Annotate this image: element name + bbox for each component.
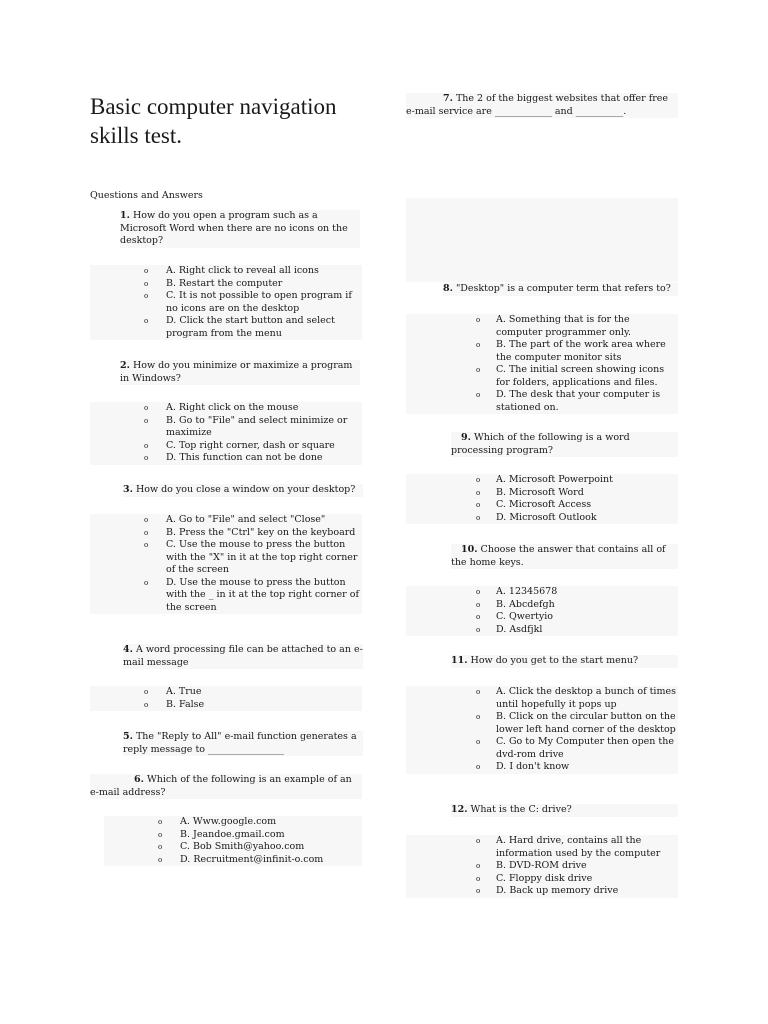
question-5	[123, 731, 363, 756]
list-item: o A. True	[144, 686, 202, 697]
bullet-icon: o	[476, 488, 481, 497]
list-item: o D. Microsoft Outlook	[476, 511, 597, 523]
list-item: o C. The initial screen showing icons for folders, applications and files.	[476, 364, 665, 388]
list-item: o B. The part of the work area where the computer monitor sits	[476, 339, 666, 363]
options-list	[406, 686, 678, 774]
question-9	[451, 432, 678, 457]
bullet-icon: o	[476, 613, 481, 621]
list-item: o D. This function can not be done	[144, 452, 323, 463]
question-3	[123, 484, 363, 497]
bullet-icon: o	[476, 688, 481, 696]
question-number: 6.	[134, 774, 144, 785]
bullet-icon: o	[476, 862, 481, 870]
bullet-icon: o	[476, 391, 481, 399]
bullet-icon: o	[476, 713, 481, 721]
list-item: o D. I don't know	[476, 761, 570, 772]
list-item: o B. Go to "File" and select minimize or maximize	[144, 414, 348, 438]
bullet-icon: o	[144, 317, 149, 325]
list-item: o A. Go to "File" and select "Close"	[144, 514, 326, 525]
options-list	[406, 314, 678, 414]
list-item: o A. Www.google.com	[158, 816, 277, 827]
bullet-icon: o	[476, 513, 481, 522]
bullet-icon: o	[476, 476, 481, 484]
section-subtitle: Questions and Answers	[90, 190, 203, 201]
list-item: o A. Click the desktop a bunch of times until hopefully it pops up	[476, 686, 676, 710]
bullet-icon: o	[144, 528, 149, 537]
page-title: Basic computer navigation skills test.	[90, 94, 337, 148]
list-item: o C. Floppy disk drive	[476, 872, 593, 884]
options-list	[90, 265, 362, 340]
bullet-icon: o	[476, 763, 481, 771]
question-11	[451, 655, 678, 668]
question-12	[451, 804, 678, 817]
bullet-icon: o	[158, 818, 163, 826]
bullet-icon: o	[144, 541, 149, 549]
list-item: o D. Click the start button and select program from the menu	[144, 315, 335, 339]
options-list	[406, 586, 678, 636]
bullet-icon: o	[476, 316, 481, 324]
question-text: Which of the following is an example of an e-mail address?	[90, 774, 352, 798]
question-text: Which of the following is a word processing program?	[451, 432, 630, 456]
list-item: o B. DVD-ROM drive	[476, 860, 587, 871]
bullet-icon: o	[158, 843, 163, 851]
bullet-icon: o	[158, 830, 163, 839]
bullet-icon: o	[476, 837, 481, 845]
bullet-icon: o	[144, 441, 149, 450]
list-item: o D. Asdfjkl	[476, 623, 543, 635]
options-list	[406, 474, 678, 524]
options-list	[406, 835, 678, 898]
question-text: How do you open a program such as a Microsoft Word when there are no icons on the desktop?	[120, 210, 348, 246]
bullet-icon: o	[476, 887, 481, 895]
question-number: 8.	[443, 283, 453, 294]
question-2	[120, 360, 360, 385]
question-7	[406, 93, 678, 118]
question-number: 9.	[461, 432, 471, 443]
question-number: 5.	[123, 731, 133, 742]
list-item: o A. Right click on the mouse	[144, 402, 299, 413]
list-item: o B. Press the "Ctrl" key on the keyboard	[144, 526, 356, 538]
bullet-icon: o	[476, 501, 481, 509]
bullet-icon: o	[144, 416, 149, 425]
bullet-icon: o	[144, 578, 149, 587]
bullet-icon: o	[476, 625, 481, 634]
bullet-icon: o	[144, 292, 149, 300]
bullet-icon: o	[144, 279, 149, 288]
list-item: o C. Qwertyio	[476, 611, 553, 622]
question-text: How do you minimize or maximize a program in Windows?	[120, 360, 353, 384]
question-number: 12.	[451, 804, 468, 815]
question-number: 3.	[123, 484, 133, 495]
question-number: 11.	[451, 655, 468, 666]
list-item: o B. Abcdefgh	[476, 598, 555, 610]
bullet-icon: o	[144, 267, 149, 275]
options-list	[90, 402, 362, 465]
question-number: 2.	[120, 360, 130, 371]
list-item: o C. It is not possible to open program if no icons are on the desktop	[144, 290, 352, 314]
list-item: o B. Restart the computer	[144, 277, 283, 289]
options-list	[90, 686, 362, 711]
bullet-icon: o	[144, 700, 149, 709]
question-text: A word processing file can be attached to an e-mail message	[123, 644, 363, 668]
bullet-icon: o	[476, 341, 481, 349]
question-text: The 2 of the biggest websites that offer free e-mail service are ____________ and __________.	[406, 93, 669, 117]
question-text: The "Reply to All" e-mail function generates a reply message to ________________	[123, 731, 357, 755]
bullet-icon: o	[144, 688, 149, 696]
list-item: o C. Use the mouse to press the button with the "X" in it at the top right corner of the screen	[144, 539, 358, 575]
question-text: "Desktop" is a computer term that refers to?	[452, 283, 671, 294]
question-8	[443, 283, 678, 296]
bullet-icon: o	[476, 738, 481, 746]
question-1	[120, 210, 360, 248]
list-item: o B. Click on the circular button on the lower left hand corner of the desktop	[476, 711, 676, 735]
question-number: 7.	[443, 93, 453, 104]
list-item: o C. Top right corner, dash or square	[144, 439, 335, 451]
list-item: o B. Microsoft Word	[476, 486, 584, 498]
question-number: 4.	[123, 644, 133, 655]
question-number: 1.	[120, 210, 130, 221]
question-text: How do you get to the start menu?	[467, 655, 639, 666]
question-text: How do you close a window on your desktop?	[132, 484, 356, 495]
bullet-icon: o	[144, 404, 149, 412]
list-item: o A. Hard drive, contains all the information used by the computer	[476, 835, 661, 859]
list-item: o D. Use the mouse to press the button with the _ in it at the top right corner of the screen	[144, 576, 359, 613]
options-list	[104, 816, 362, 866]
bullet-icon: o	[158, 855, 163, 864]
bullet-icon: o	[144, 454, 149, 462]
list-item: o C. Microsoft Access	[476, 499, 592, 510]
options-list	[90, 514, 362, 614]
list-item: o B. Jeandoe.gmail.com	[158, 828, 285, 840]
bullet-icon: o	[476, 874, 481, 883]
bullet-icon: o	[476, 366, 481, 374]
list-item: o A. Microsoft Powerpoint	[476, 474, 613, 485]
answer-space	[406, 198, 678, 282]
question-6	[90, 774, 362, 799]
question-text: Choose the answer that contains all of the home keys.	[451, 544, 666, 568]
list-item: o C. Go to My Computer then open the dvd-rom drive	[476, 736, 674, 760]
question-number: 10.	[461, 544, 478, 555]
list-item: o A. 12345678	[476, 586, 558, 597]
list-item: o D. The desk that your computer is stationed on.	[476, 389, 661, 413]
list-item: o D. Recruitment@infinit-o.com	[158, 853, 324, 865]
bullet-icon: o	[144, 516, 149, 524]
list-item: o C. Bob Smith@yahoo.com	[158, 841, 305, 852]
bullet-icon: o	[476, 600, 481, 609]
question-10	[451, 544, 678, 569]
list-item: o A. Something that is for the computer programmer only.	[476, 314, 632, 338]
list-item: o A. Right click to reveal all icons	[144, 265, 319, 276]
list-item: o B. False	[144, 698, 205, 710]
bullet-icon: o	[476, 588, 481, 596]
list-item: o D. Back up memory drive	[476, 885, 619, 896]
question-text: What is the C: drive?	[467, 804, 572, 815]
question-4	[123, 644, 363, 669]
